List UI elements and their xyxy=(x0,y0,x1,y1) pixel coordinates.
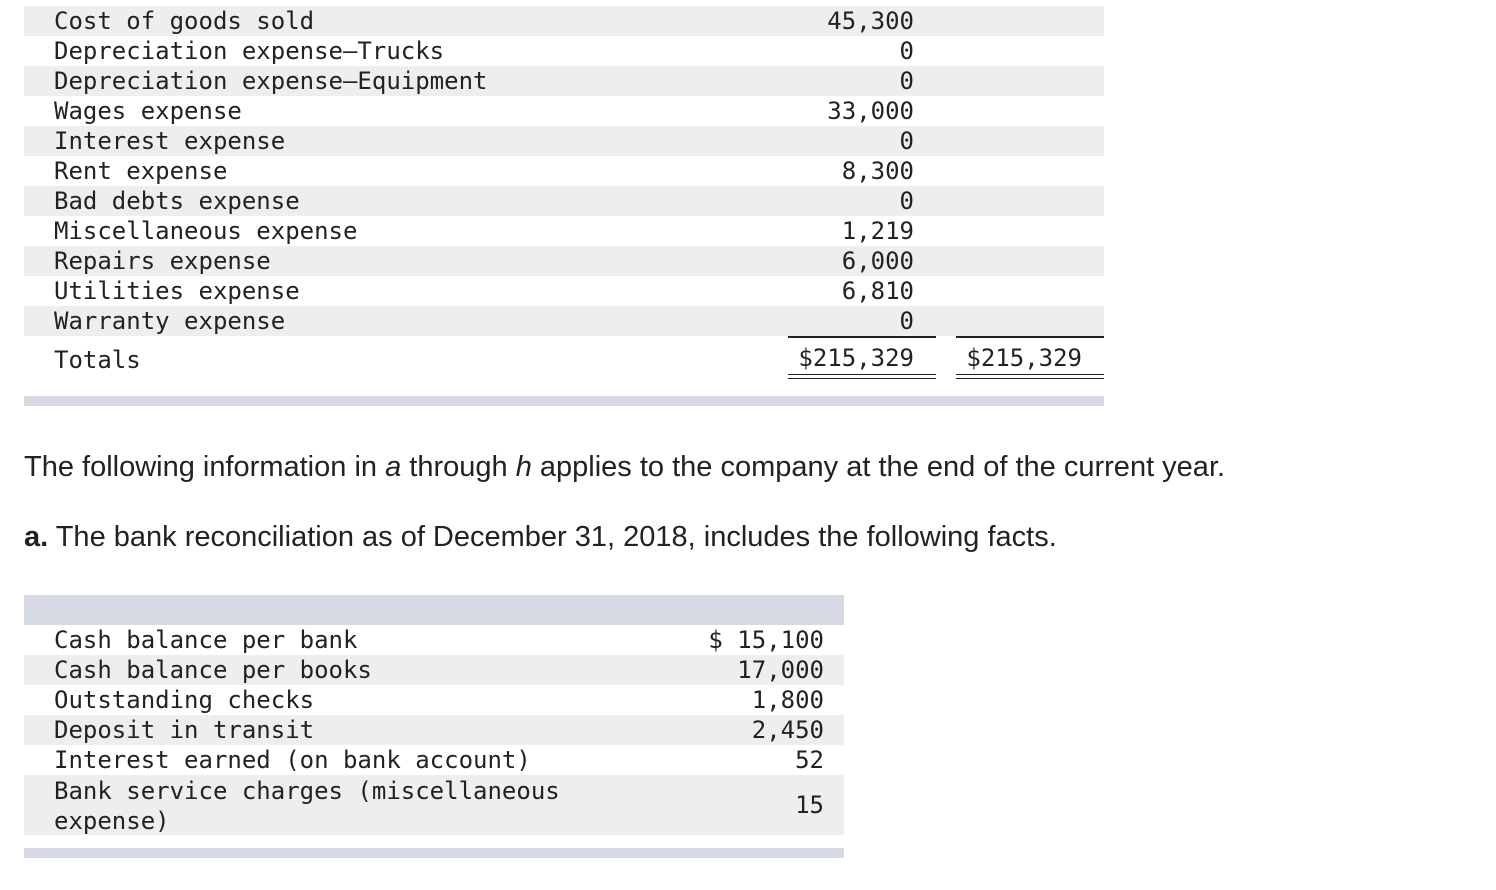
debit-value: 1,219 xyxy=(841,217,914,245)
debit-total: $215,329 xyxy=(798,344,914,372)
table-row xyxy=(24,246,1104,276)
table-row xyxy=(24,36,1104,66)
totals-row xyxy=(24,336,1104,382)
table-row xyxy=(24,655,844,685)
row-value: 52 xyxy=(795,746,824,774)
table-row xyxy=(24,715,844,745)
intro-italic-h: h xyxy=(515,451,532,483)
table-footer-band xyxy=(24,848,844,858)
bank-facts-table xyxy=(24,625,844,835)
item-a-paragraph xyxy=(24,521,1057,554)
table-row xyxy=(24,685,844,715)
table-row xyxy=(24,96,1104,126)
debit-value: 6,810 xyxy=(841,277,914,305)
row-label: Repairs expense xyxy=(54,247,271,275)
table-row xyxy=(24,126,1104,156)
row-label: Outstanding checks xyxy=(54,686,315,714)
bank-facts-header-band xyxy=(24,595,844,625)
debit-value: 6,000 xyxy=(841,247,914,275)
row-label xyxy=(54,776,560,836)
totals-label: Totals xyxy=(54,346,141,374)
table-row xyxy=(24,745,844,775)
table-row xyxy=(24,306,1104,336)
row-label: Warranty expense xyxy=(54,307,286,335)
debit-value: 0 xyxy=(899,127,914,155)
debit-value: 33,000 xyxy=(827,97,914,125)
debit-value: 0 xyxy=(899,67,914,95)
table-row xyxy=(24,276,1104,306)
table-row xyxy=(24,216,1104,246)
row-label: Cash balance per books xyxy=(54,656,372,684)
row-label: Interest earned (on bank account) xyxy=(54,746,531,774)
table-row xyxy=(24,6,1104,36)
row-value: 2,450 xyxy=(751,716,824,744)
intro-text: through xyxy=(401,451,516,483)
row-value: 17,000 xyxy=(737,656,824,684)
table-row xyxy=(24,775,844,835)
debit-total-rule xyxy=(788,336,936,338)
row-label: Miscellaneous expense xyxy=(54,217,358,245)
table-footer-band xyxy=(24,396,1104,406)
intro-italic-a: a xyxy=(385,451,402,483)
debit-value: 0 xyxy=(899,307,914,335)
row-label: Cash balance per bank xyxy=(54,626,358,654)
row-label: Rent expense xyxy=(54,157,228,185)
debit-value: 0 xyxy=(899,37,914,65)
debit-value: 45,300 xyxy=(827,7,914,35)
table-row xyxy=(24,186,1104,216)
trial-balance-table xyxy=(24,6,1104,382)
row-label: Interest expense xyxy=(54,127,286,155)
row-value: $ 15,100 xyxy=(708,626,824,654)
row-value: 1,800 xyxy=(751,686,824,714)
item-a-text: The bank reconciliation as of December 31, 2018, includes the following facts. xyxy=(48,521,1057,553)
row-label: Utilities expense xyxy=(54,277,300,305)
row-label-line: Bank service charges (miscellaneous xyxy=(54,777,560,805)
row-value: 15 xyxy=(795,791,824,819)
table-row xyxy=(24,156,1104,186)
debit-value: 8,300 xyxy=(841,157,914,185)
row-label: Wages expense xyxy=(54,97,242,125)
debit-value: 0 xyxy=(899,187,914,215)
row-label: Deposit in transit xyxy=(54,716,315,744)
row-label: Cost of goods sold xyxy=(54,7,315,35)
row-label: Depreciation expense—Equipment xyxy=(54,67,488,95)
table-row xyxy=(24,66,1104,96)
intro-text: The following information in xyxy=(24,451,386,483)
table-row xyxy=(24,625,844,655)
debit-double-underline xyxy=(788,374,936,379)
row-label-line: expense) xyxy=(54,807,170,835)
credit-double-underline xyxy=(956,374,1104,379)
row-label: Depreciation expense—Trucks xyxy=(54,37,445,65)
item-marker: a. xyxy=(24,521,49,553)
credit-total: $215,329 xyxy=(966,344,1082,372)
row-label: Bad debts expense xyxy=(54,187,300,215)
intro-text: applies to the company at the end of the current year. xyxy=(531,451,1226,483)
credit-total-rule xyxy=(956,336,1104,338)
intro-paragraph xyxy=(24,451,1225,484)
